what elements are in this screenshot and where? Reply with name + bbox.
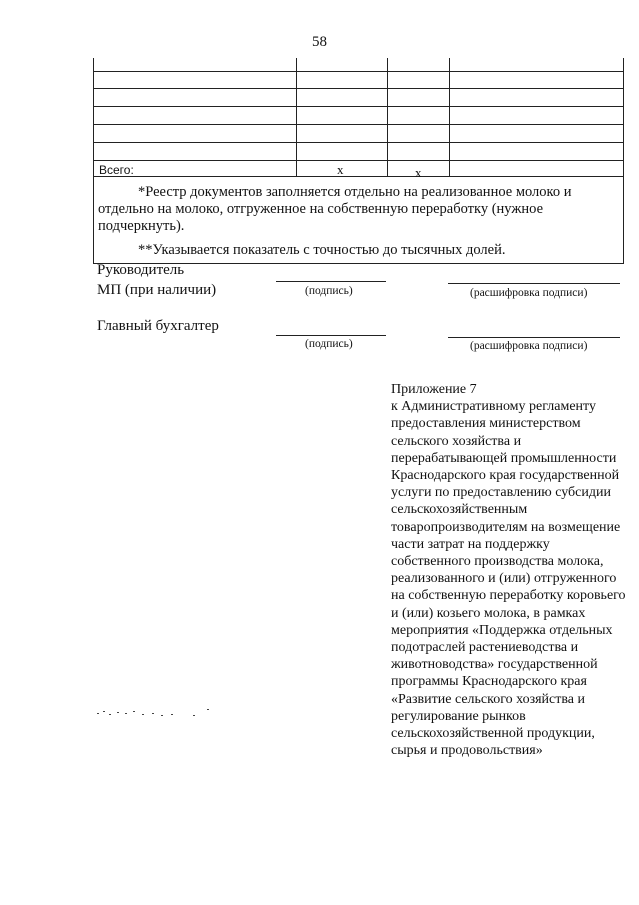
total-row-bottom [93, 176, 624, 177]
head-label: Руководитель [97, 262, 185, 278]
column-divider [296, 58, 297, 176]
accountant-signature-caption: (подпись) [305, 338, 353, 350]
head-signature-caption: (подпись) [305, 285, 353, 297]
accountant-decoding-line [448, 337, 620, 338]
appendix-title: Приложение 7 [391, 382, 477, 397]
stamp-label: МП (при наличии) [97, 282, 217, 298]
table-row [93, 71, 624, 72]
note-precision [98, 242, 618, 259]
table-row [93, 106, 624, 107]
table-row [93, 160, 624, 161]
table-row [93, 124, 624, 125]
head-decoding-line [448, 283, 620, 284]
note-registry-text: *Реестр документов заполняется отдельно на реализованное молоко и отдельно на молоко, отгруженное на собственную переработку (нужное подчеркнуть). [98, 184, 572, 234]
column-divider [387, 58, 388, 176]
note-precision-text: **Указывается показатель с точностью до тысячных долей. [138, 242, 506, 258]
head-signature-line [276, 281, 386, 282]
table-row [93, 88, 624, 89]
total-label: Всего: [99, 163, 134, 177]
appendix-block [391, 381, 631, 759]
head-decoding-caption: (расшифровка подписи) [470, 287, 588, 299]
column-divider [449, 58, 450, 176]
total-mark-quantity: х [337, 162, 344, 177]
registry-table [93, 58, 624, 264]
table-row [93, 142, 624, 143]
accountant-decoding-caption: (расшифровка подписи) [470, 340, 588, 352]
total-mark-amount: х [415, 165, 422, 180]
accountant-signature-line [276, 335, 386, 336]
accountant-label: Главный бухгалтер [97, 318, 219, 334]
page-number: 58 [312, 34, 327, 50]
note-registry [98, 184, 618, 235]
appendix-text: к Административному регламенту предоставления министерством сельского хозяйства и перерабатывающей промышленности Краснодарского края государственной услуги по предоставлению субсидии сельскохозяйственным товаропроизводителям на возмещение части затрат на поддержку собственного производства молока, реализованного и (или) отгруженного на собственную переработку коровьего и (или) козьего молока, в рамках мероприятия «Поддержка отдельных подотраслей растениеводства и животноводства» государственной программы Краснодарского края «Развитие сельского хозяйства и регулирование рынков сельскохозяйственной продукции, сырья и продовольствия» [391, 399, 626, 759]
